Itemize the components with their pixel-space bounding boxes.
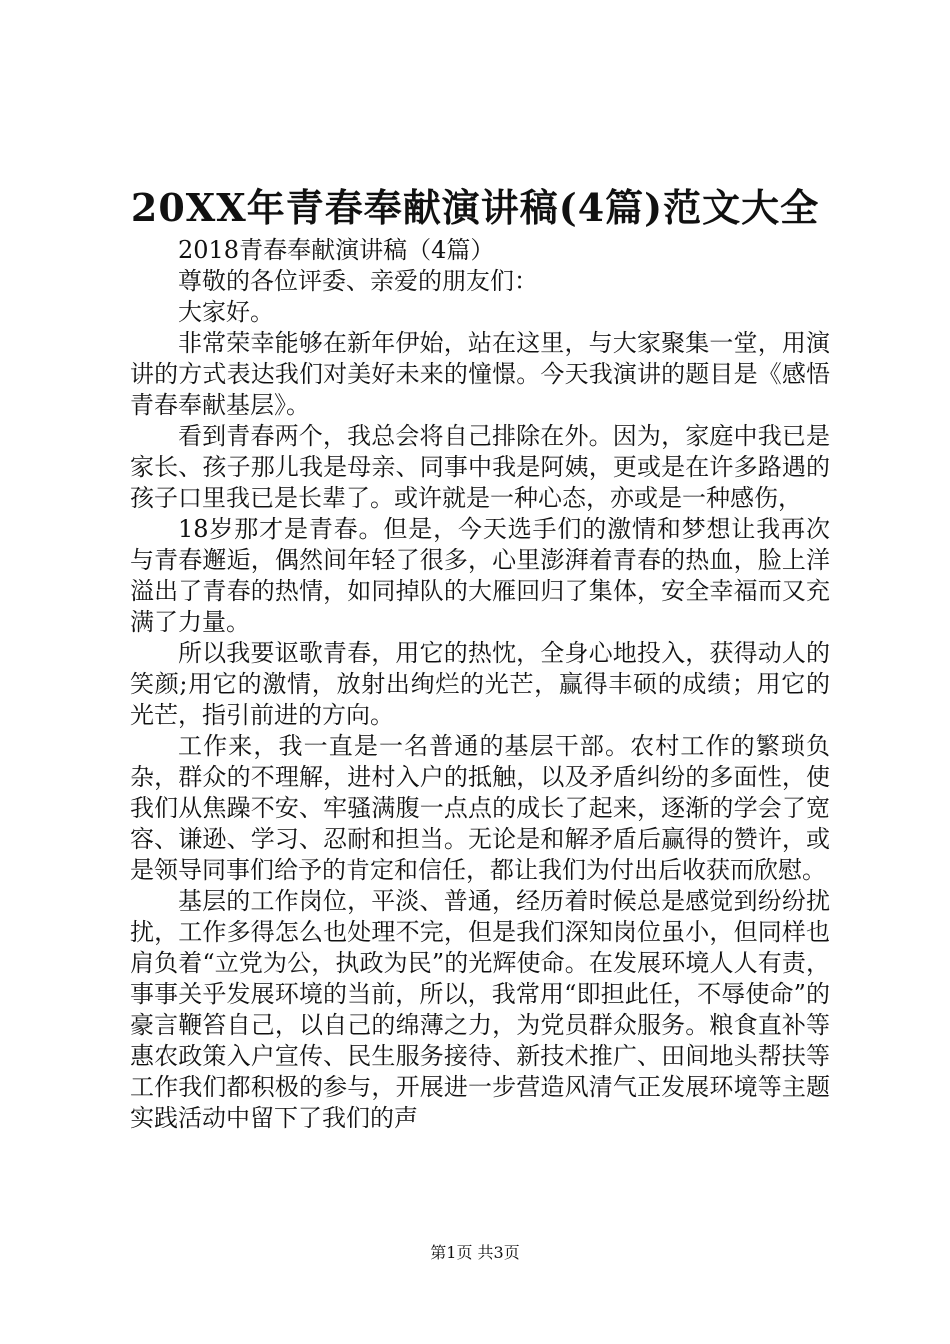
- document-body: [130, 235, 830, 1134]
- page-number-footer: 第1页 共3页: [430, 1243, 520, 1262]
- salutation-line: 尊敬的各位评委、亲爱的朋友们：: [178, 267, 538, 295]
- body-paragraph: 基层的工作岗位，平淡、普通，经历着时候总是感觉到纷纷扰扰，工作多得怎么也处理不完，但是我们深知岗位虽小，但同样也肩负着“立党为公，执政为民”的光辉使命。在发展环境人人有责，事事关乎发展环境的当前，所以，我常用“即担此任，不辱使命”的豪言鞭笞自己，以自己的绵薄之力，为党员群众服务。粮食直补等惠农政策入户宣传、民生服务接待、新技术推广、田间地头帮扶等工作我们都积极的参与，开展进一步营造风清气正发展环境等主题实践活动中留下了我们的声: [130, 887, 830, 1132]
- body-paragraph: 看到青春两个，我总会将自己排除在外。因为，家庭中我已是家长、孩子那儿我是母亲、同事中我是阿姨，更或是在许多路遇的孩子口里我已是长辈了。或许就是一种心态，亦或是一种感伤，: [130, 422, 830, 512]
- body-paragraph: 所以我要讴歌青春，用它的热忱，全身心地投入，获得动人的笑颜;用它的激情，放射出绚烂的光芒，赢得丰硕的成绩；用它的光芒，指引前进的方向。: [130, 639, 830, 729]
- body-paragraph: 18岁那才是青春。但是，今天选手们的激情和梦想让我再次与青春邂逅，偶然间年轻了很多，心里澎湃着青春的热血，脸上洋溢出了青春的热情，如同掉队的大雁回归了集体，安全幸福而又充满了力量。: [130, 515, 830, 636]
- body-paragraph: 非常荣幸能够在新年伊始，站在这里，与大家聚集一堂，用演讲的方式表达我们对美好未来的憧憬。今天我演讲的题目是《感悟青春奉献基层》。: [130, 329, 830, 419]
- greeting-line: 大家好。: [178, 298, 274, 326]
- document-title: 20XX年青春奉献演讲稿(4篇)范文大全: [130, 185, 820, 230]
- subtitle-line: 2018青春奉献演讲稿（4篇）: [178, 236, 495, 264]
- body-paragraph: 工作来，我一直是一名普通的基层干部。农村工作的繁琐负杂，群众的不理解，进村入户的抵触，以及矛盾纠纷的多面性，使我们从焦躁不安、牢骚满腹一点点的成长了起来，逐渐的学会了宽容、谦逊、学习、忍耐和担当。无论是和解矛盾后赢得的赞许，或是领导同事们给予的肯定和信任，都让我们为付出后收获而欣慰。: [130, 732, 830, 884]
